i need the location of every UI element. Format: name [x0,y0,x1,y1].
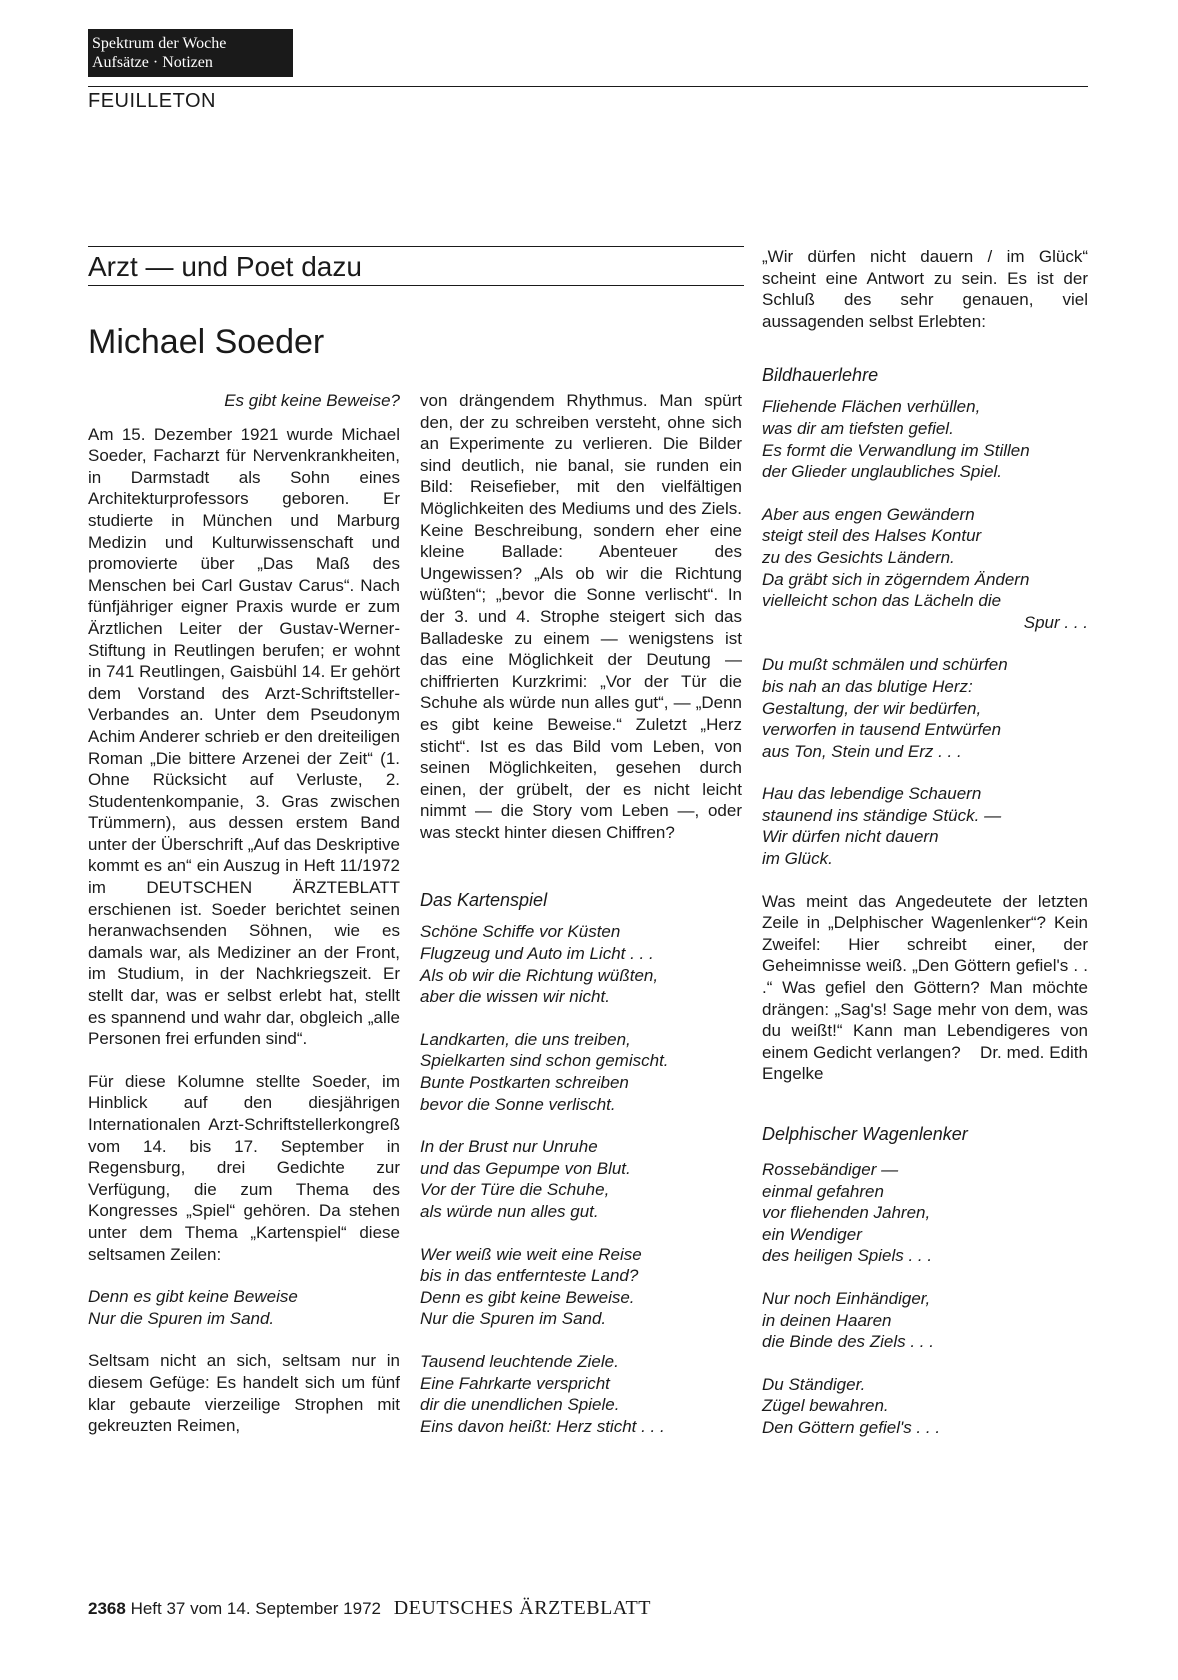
poem-line: Du mußt schmälen und schürfen [762,655,1008,675]
section-badge [88,29,293,77]
issue-info: Heft 37 vom 14. September 1972 [130,1599,381,1618]
paragraph-conclusion [762,891,1088,1085]
poem-line: dir die unendlichen Spiele. [420,1395,620,1415]
poem-line: vor fliehenden Jahren, [762,1203,931,1223]
poem-line: Hau das lebendige Schauern [762,784,982,804]
lead-question: Es gibt keine Beweise? [224,391,400,410]
column-2 [420,390,742,1437]
poem-line: aber die wissen wir nicht. [420,987,610,1007]
poem-line: bis in das entfernteste Land? [420,1266,639,1286]
poem-line-spur: Spur . . . [1023,612,1088,632]
poem-line: Aber aus engen Gewändern [762,504,975,524]
poem-line: Bunte Postkarten schreiben [420,1073,629,1093]
poem-line: in deinen Haaren [762,1310,892,1330]
poem-line: Rossebändiger — [762,1160,899,1179]
badge-line-1: Spektrum der Woche [92,35,227,52]
poem-line: Wer weiß wie weit eine Reise [420,1244,642,1264]
poem-line: der Glieder unglaubliches Spiel. [762,462,1003,482]
poem-line: bevor die Sonne verlischt. [420,1094,616,1114]
poem-line: Den Göttern gefiel's . . . [762,1417,941,1437]
article-title: Arzt — und Poet dazu [88,251,362,282]
poem-line: als würde nun alles gut. [420,1202,599,1221]
poem-line: Du Ständiger. [762,1374,866,1394]
poem-line: Vor der Türe die Schuhe, [420,1180,610,1200]
poem-line: Gestaltung, der wir bedürfen, [762,698,982,718]
section-label: FEUILLETON [88,90,216,112]
poem-wagenlenker [762,1159,1088,1439]
column-1 [88,390,400,1437]
paragraph-analysis: von drängendem Rhythmus. Man spürt den, der zu schreiben versteht, ohne sich an Experimente zu verlieren. Die Bilder sind deutlich, nie banal, sie runden ein Bild: Reisefieber, mit den vielfältigen Möglichkeiten des Mediums und des Ziels. Keine Beschreibung, sondern eher eine kleine Ballade: Abenteuer des Ungewissen? „Als ob wir die Richtung wüßten“; „bevor die Sonne verlischt“. In der 3. und 4. Strophe steigert sich das Balladeske zu einem — wenigstens ist das eine Möglichkeit der Deutung — chiffrierten Kurzkrimi: „Vor der Tür die Schuhe als würde nun alles gut“, — „Denn es gibt keine Beweise.“ Zuletzt „Herz sticht“. Ist es das Bild vom Leben, von seinen Möglichkeiten, gesehen durch einen, der grübelt, der es nicht leicht nimmt — die Story vom Leben —, oder was steckt hinter diesen Chiffren? [420,391,742,842]
poem-line: aus Ton, Stein und Erz . . . [762,741,962,761]
magazine-name: DEUTSCHES ÄRZTEBLATT [393,1597,651,1619]
conclusion-text: Was meint das Angedeutete der letzten Zeile in „Delphischer Wagenlenker“? Kein Zweifel: Hier schreibt einer, der Geheimnisse weiß. „Den Göttern gefiel's . . .“ Was gefiel den Göttern? Man möchte drängen: „Sag's! Sage mehr von dem, was du weißt!“ Kann man Lebendigeres von einem Gedicht verlangen? [762,891,1088,1062]
poem-title-kartenspiel: Das Kartenspiel [420,890,548,911]
poem-line: zu des Gesichts Ländern. [762,547,955,567]
page-number: 2368 [88,1599,126,1618]
poem-line: Nur noch Einhändiger, [762,1288,931,1308]
quote-line: Nur die Spuren im Sand. [88,1308,275,1328]
poem-line: bis nah an das blutige Herz: [762,676,973,696]
poem-line: steigt steil des Halses Kontur [762,526,982,546]
poem-line: im Glück. [762,849,833,869]
title-rule-bottom [88,285,744,286]
poem-line: Landkarten, die uns treiben, [420,1029,631,1049]
poem-line: Spielkarten sind schon gemischt. [420,1051,669,1071]
paragraph-structure: Seltsam nicht an sich, seltsam nur in diesem Gefüge: Es handelt sich um fünf klar gebaute vierzeilige Strophen mit gekreuzten Reimen, [88,1351,400,1436]
poem-line: und das Gepumpe von Blut. [420,1158,631,1178]
poem-kartenspiel [420,921,742,1437]
poem-bildhauerlehre [762,396,1088,869]
paragraph-intro: „Wir dürfen nicht dauern / im Glück“ scheint eine Antwort zu sein. Es ist der Schluß des sehr genauen, viel aussagenden selbst Erlebten: [762,247,1088,331]
poem-line: ein Wendiger [762,1224,862,1244]
author-signature: Dr. med. Edith Engelke [762,1042,1088,1084]
poem-line: vielleicht schon das Lächeln die [762,591,1002,611]
poem-line: Flugzeug und Auto im Licht . . . [420,944,654,964]
poem-line: Wir dürfen nicht dauern [762,827,939,847]
badge-line-2: Aufsätze · Notizen [92,54,213,71]
header-rule [88,86,1088,87]
poem-line: einmal gefahren [762,1181,884,1201]
poem-line: Eine Fahrkarte verspricht [420,1373,610,1393]
poem-line: staunend ins ständige Stück. — [762,805,1002,825]
poem-line: Zügel bewahren. [762,1396,889,1416]
poem-line: was dir am tiefsten gefiel. [762,418,954,438]
poem-line: die Binde des Ziels . . . [762,1332,934,1352]
quote-block [88,1286,400,1329]
page-footer [88,1597,651,1620]
poem-title-wagenlenker: Delphischer Wagenlenker [762,1124,968,1144]
article-author: Michael Soeder [88,323,325,361]
poem-line: In der Brust nur Unruhe [420,1137,598,1157]
poem-line: Eins davon heißt: Herz sticht . . . [420,1416,665,1436]
poem-line: Tausend leuchtende Ziele. [420,1351,619,1371]
poem-line: des heiligen Spiels . . . [762,1246,933,1266]
paragraph-bio: Am 15. Dezember 1921 wurde Michael Soeder, Facharzt für Nervenkrankheiten, in Darmstadt als Sohn eines Architekturprofessors geboren. Er studierte in München und Marburg Medizin und Kulturwissenschaft und promovierte über „Das Maß des Menschen bei Carl Gustav Carus“. Nach fünfjähriger eigner Praxis wurde er zum Ärztlichen Leiter der Gustav-Werner-Stiftung in Reutlingen berufen; er wohnt in 741 Reutlingen, Gaisbühl 14. Er gehört dem Vorstand des Arzt-Schriftsteller-Verbandes an. Unter dem Pseudonym Achim Anderer schrieb er den dreiteiligen Roman „Die bittere Arzenei der Zeit“ (1. Ohne Rücksicht auf Verluste, 2. Studentenkompanie, 3. Gras zwischen Trümmern), aus dessen erstem Band unter der Überschrift „Auf das Deskriptive kommt es an“ ein Auszug in Heft 11/1972 im DEUTSCHEN ÄRZTEBLATT erschienen ist. Soeder berichtet seinen heranwachsenden Söhnen, wie es damals war, als Mediziner an der Front, im Studium, in der Nachkriegszeit. Er stellt dar, was er selbst erlebt hat, stellt es spannend und wahr dar, obgleich „alle Personen frei erfunden sind“. [88,424,400,1049]
poem-line: Nur die Spuren im Sand. [420,1309,607,1329]
poem-line: Schöne Schiffe vor Küsten [420,922,621,942]
poem-title-bildhauerlehre: Bildhauerlehre [762,365,879,386]
column-3 [762,246,1088,1439]
paragraph-congress: Für diese Kolumne stellte Soeder, im Hinblick auf den diesjährigen Internationalen Arzt-Schriftstellerkongreß vom 14. bis 17. September in Regensburg, drei Gedichte zur Verfügung, die zum Thema des Kongresses „Spiel“ gehören. Da stehen unter dem Thema „Kartenspiel“ diese seltsamen Zeilen: [88,1071,400,1264]
title-rule-top [88,246,744,247]
poem-line: Es formt die Verwandlung im Stillen [762,440,1030,460]
poem-line: Als ob wir die Richtung wüßten, [420,965,659,985]
poem-line: verworfen in tausend Entwürfen [762,720,1002,740]
poem-line: Fliehende Flächen verhüllen, [762,397,981,417]
quote-line: Denn es gibt keine Beweise [88,1287,298,1307]
poem-line: Da gräbt sich in zögerndem Ändern [762,569,1030,589]
poem-line: Denn es gibt keine Beweise. [420,1287,635,1307]
